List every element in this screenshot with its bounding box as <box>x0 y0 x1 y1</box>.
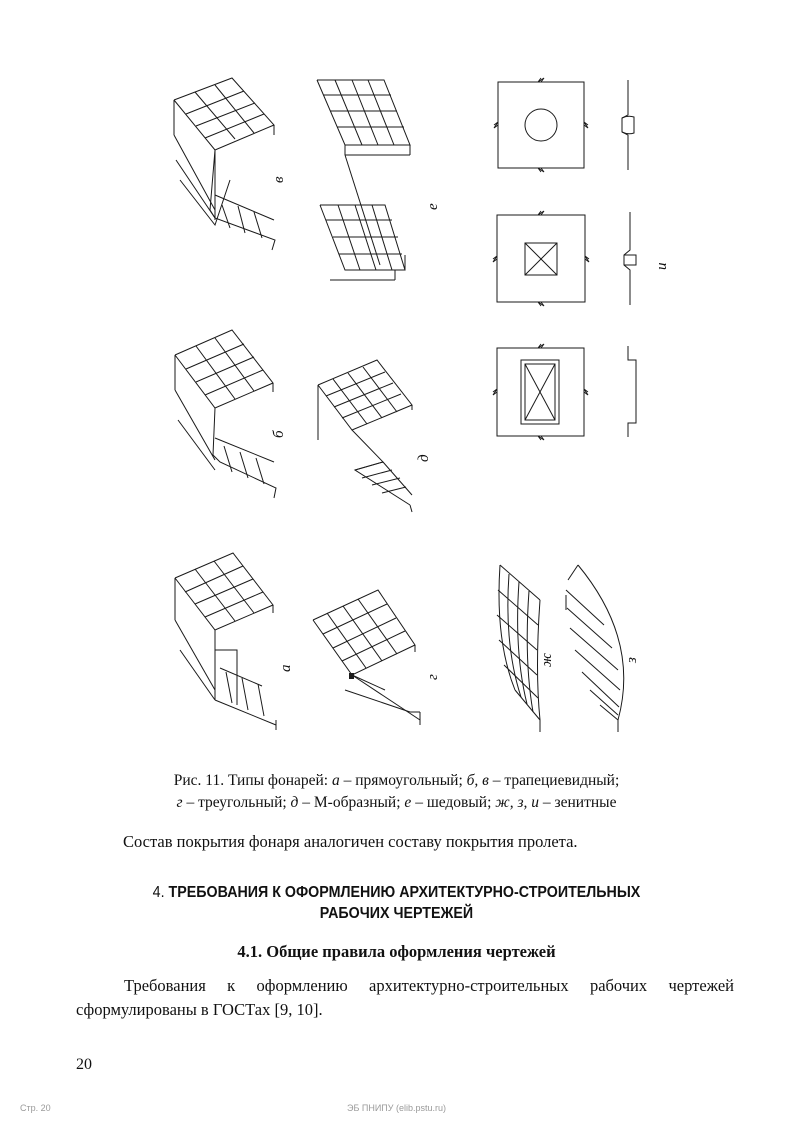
lantern-v-drawing <box>174 78 275 250</box>
lantern-e-drawing <box>317 80 410 280</box>
lantern-a-drawing <box>175 553 276 730</box>
panel-letter-a: а <box>278 664 294 672</box>
caption-text: – шедовый; <box>411 794 496 811</box>
panel-letter-v: в <box>271 176 287 183</box>
lantern-g-drawing <box>313 590 420 725</box>
paragraph-lantern-cover: Состав покрытия фонаря аналогичен составу покрытия пролета. <box>123 832 578 851</box>
panel-letter-e: е <box>425 203 441 210</box>
panel-letter-zh: ж <box>539 653 555 667</box>
caption-letter: б, в <box>466 772 489 789</box>
section-title-part-1: ТРЕБОВАНИЯ К ОФОРМЛЕНИЮ АРХИТЕКТУРНО-СТРОИТЕЛЬНЫХ <box>164 884 641 901</box>
caption-prefix: Рис. 11. Типы фонарей: <box>173 772 332 789</box>
lantern-z-drawing <box>566 565 624 732</box>
section-heading-line-2: РАБОЧИХ ЧЕРТЕЖЕЙ <box>319 905 474 922</box>
lantern-b-drawing <box>175 330 276 498</box>
panel-letter-g: г <box>425 674 441 680</box>
caption-letter: е <box>404 794 412 811</box>
panel-letter-i: и <box>654 262 670 270</box>
lantern-zenith-round-drawing <box>494 78 634 172</box>
subsection-heading: 4.1. Общие правила оформления чертежей <box>237 942 556 961</box>
section-heading-line-1 <box>32 882 762 903</box>
figure-caption-line-1 <box>0 770 793 792</box>
panel-letter-z: з <box>624 657 640 663</box>
lantern-zh-drawing <box>497 565 540 732</box>
lantern-zenith-rect-drawing <box>493 344 636 440</box>
caption-text: – М-образный; <box>298 794 405 811</box>
caption-text: – зенитные <box>539 794 617 811</box>
paragraph-requirements: Требования к оформлению архитектурно-строительных рабочих чертежей сформулированы в ГОСТах [9, 10]. <box>76 976 734 1019</box>
footer-page-label: Стр. 20 <box>20 1103 51 1113</box>
panel-letter-b: б <box>271 430 287 438</box>
section-heading <box>32 882 762 924</box>
panel-letter-d: д <box>416 454 432 462</box>
caption-letter: ж, з, и <box>495 794 539 811</box>
caption-letter: г <box>176 794 183 811</box>
lantern-zenith-square-drawing <box>493 211 636 306</box>
figure-caption-line-2 <box>0 792 793 814</box>
lantern-g-marker <box>349 673 354 679</box>
lantern-d-drawing <box>318 360 412 512</box>
caption-text: – трапециевидный; <box>488 772 620 789</box>
caption-text: – прямоугольный; <box>339 772 467 789</box>
caption-letter: а <box>331 772 340 789</box>
section-number: 4. <box>152 884 165 901</box>
page-number: 20 <box>76 1056 92 1073</box>
footer-library-label: ЭБ ПНИПУ (elib.pstu.ru) <box>346 1103 447 1113</box>
caption-text: – треугольный; <box>182 794 291 811</box>
caption-letter: д <box>290 794 299 811</box>
